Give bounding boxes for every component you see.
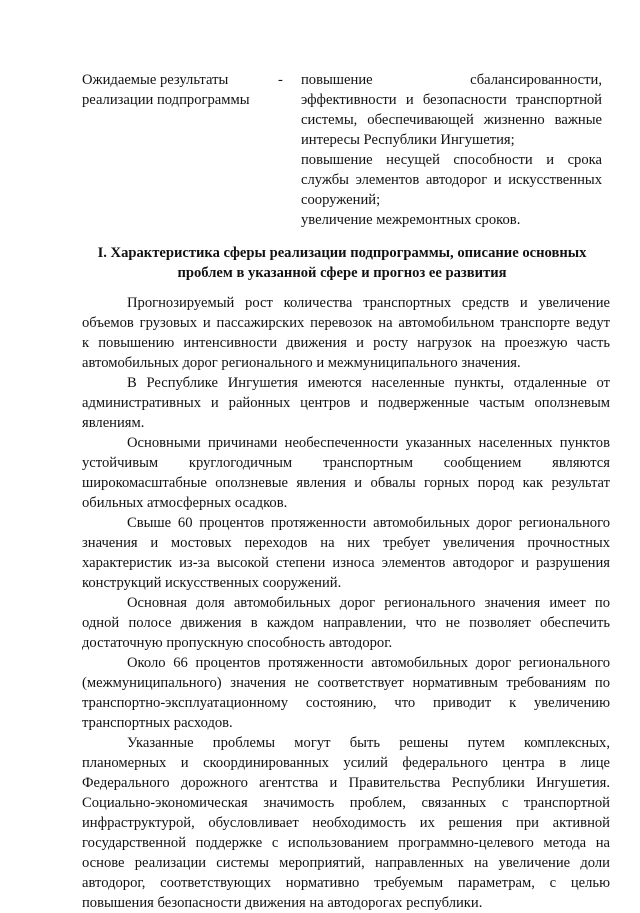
paragraph-line: явлениям.: [82, 415, 145, 431]
paragraph-line: одной полосе движения в каждом направлении, что не позволяет обеспечить: [82, 615, 610, 631]
result-line: службы элементов автодорог и искусственных: [301, 172, 602, 188]
paragraph-line: Федерального дорожного агентства и Правительства Республики Ингушетия.: [82, 775, 610, 791]
paragraph-line: автодорог, соответствующих нормативно требуемым параметрам, с целью: [82, 875, 610, 891]
paragraph-line: автомобильных дорог регионального и межмуниципального значения.: [82, 355, 521, 371]
expected-results-block: [82, 70, 602, 228]
paragraph-line: обильных атмосферных осадков.: [82, 495, 288, 511]
label-line: реализации подпрограммы: [82, 92, 250, 108]
paragraph-line: повышения безопасности движения на автодорогах республики.: [82, 895, 483, 911]
paragraph-line: достаточную пропускную способность автодорог.: [82, 635, 393, 651]
paragraph-line: В Республике Ингушетия имеются населенные пункты, отдаленные от: [127, 375, 610, 391]
paragraph-line: инфраструктурой, обусловливает необходимость их решения при активной: [82, 815, 610, 831]
result-line: системы, обеспечивающей жизненно важные: [301, 112, 602, 128]
result-line: сооружений;: [301, 192, 381, 208]
paragraph-line: планомерных и скоординированных усилий федерального центра в лице: [82, 755, 610, 771]
paragraph-line: к повышению интенсивности движения и росту нагрузок на проезжую часть: [82, 335, 610, 351]
expected-results-label: [82, 70, 267, 110]
expected-results-list: [301, 70, 602, 230]
section-body: [82, 293, 610, 913]
result-line: увеличение межремонтных сроков.: [301, 212, 521, 228]
result-line: повышение несущей способности и срока: [301, 152, 602, 168]
paragraph-line: Свыше 60 процентов протяженности автомобильных дорог регионального: [127, 515, 610, 531]
paragraph-line: транспортных расходов.: [82, 715, 233, 731]
paragraph-line: административных и районных центров и подверженные частым оползневым: [82, 395, 610, 411]
result-line: повышение сбалансированности,: [301, 72, 602, 88]
paragraph-line: Прогнозируемый рост количества транспортных средств и увеличение: [127, 295, 610, 311]
results-dash: -: [278, 72, 283, 88]
section-heading: [82, 243, 602, 283]
paragraph-line: основе реализации системы мероприятий, направленных на увеличение доли: [82, 855, 610, 871]
paragraph-line: значения и мостовых переходов на них требует увеличения прочностных: [82, 535, 610, 551]
result-line: эффективности и безопасности транспортной: [301, 92, 602, 108]
paragraph-line: Указанные проблемы могут быть решены путем комплексных,: [127, 735, 610, 751]
paragraph-line: широкомасштабные оползневые явления и обвалы горных пород как результат: [82, 475, 610, 491]
paragraph-line: (межмуниципального) значения не соответствует нормативным требованиям по: [82, 675, 610, 691]
paragraph-line: Социально-экономическая значимость проблем, связанных с транспортной: [82, 795, 610, 811]
paragraph-line: Основными причинами необеспеченности указанных населенных пунктов: [127, 435, 610, 451]
heading-line: проблем в указанной сфере и прогноз ее развития: [177, 265, 507, 281]
paragraph-line: объемов грузовых и пассажирских перевозок на автомобильном транспорте ведут: [82, 315, 610, 331]
label-line: Ожидаемые результаты: [82, 72, 229, 88]
result-line: интересы Республики Ингушетия;: [301, 132, 515, 148]
paragraph-line: государственной поддержке с использованием программно-целевого метода на: [82, 835, 610, 851]
paragraph-line: Около 66 процентов протяженности автомобильных дорог регионального: [127, 655, 610, 671]
paragraph-line: характеристик из-за высокой степени износа элементов автодорог и разрушения: [82, 555, 610, 571]
paragraph-line: транспортно-эксплуатационному состоянию, что приводит к увеличению: [82, 695, 610, 711]
heading-line: I. Характеристика сферы реализации подпрограммы, описание основных: [97, 245, 587, 261]
paragraph-line: Основная доля автомобильных дорог регионального значения имеет по: [127, 595, 610, 611]
paragraph-line: конструкций искусственных сооружений.: [82, 575, 342, 591]
paragraph-line: устойчивым круглогодичным транспортным сообщением являются: [82, 455, 610, 471]
